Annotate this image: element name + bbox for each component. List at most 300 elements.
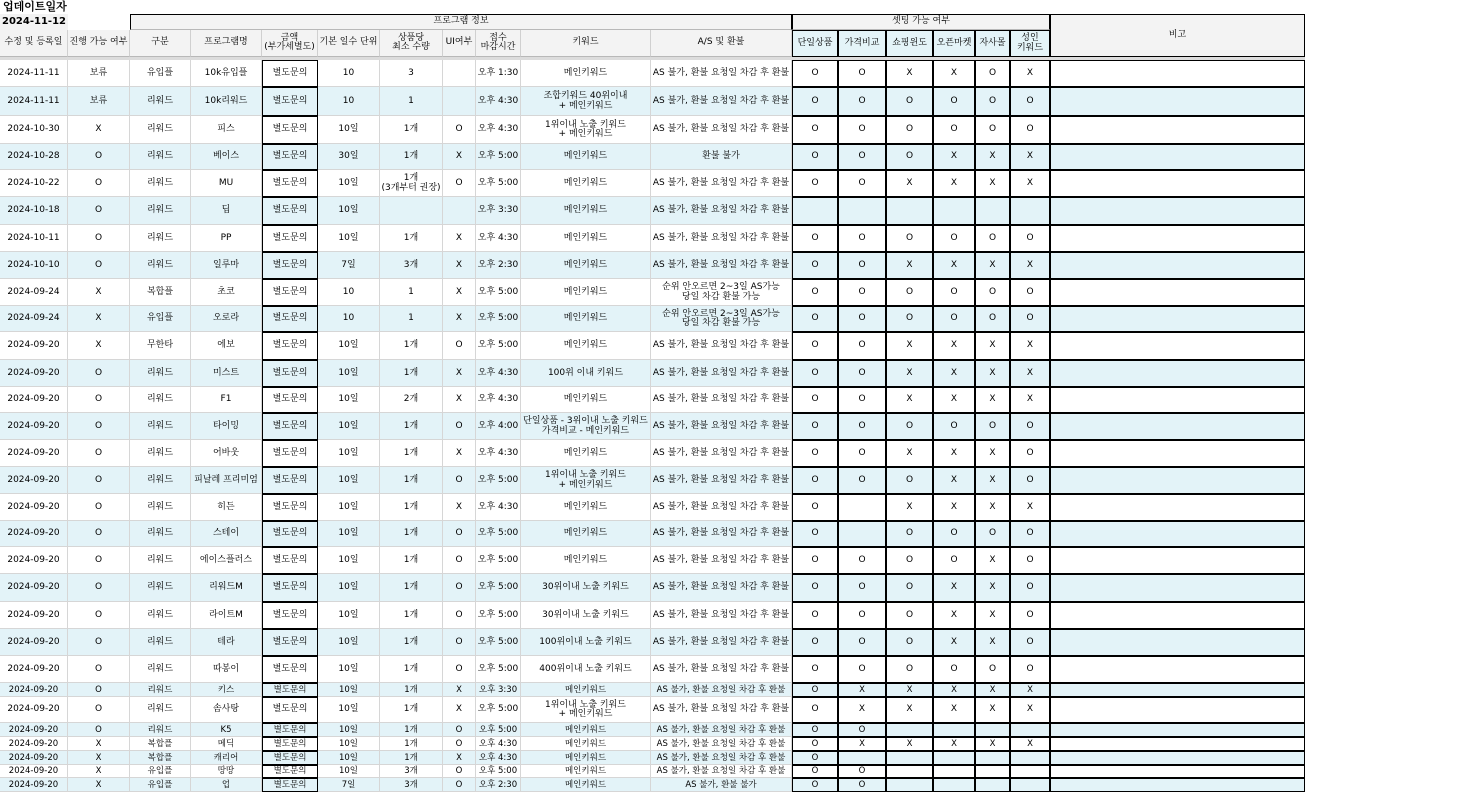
cell-remark[interactable] <box>1050 87 1305 116</box>
cell-category[interactable]: 리워드 <box>130 225 191 252</box>
cell-adult-keyword[interactable]: X <box>1010 332 1050 360</box>
cell-status[interactable]: O <box>68 574 130 602</box>
cell-shopping-window[interactable]: O <box>886 467 933 494</box>
cell-single[interactable]: O <box>792 440 838 467</box>
cell-category[interactable]: 리워드 <box>130 116 191 144</box>
cell-price-compare[interactable]: O <box>838 360 886 387</box>
cell-price-compare[interactable]: O <box>838 547 886 574</box>
cell-keyword[interactable]: 30위이내 노출 키워드 <box>521 602 651 629</box>
cell-ui[interactable]: O <box>443 765 476 778</box>
cell-as-refund[interactable]: 순위 안오르면 2~3일 AS가능 당일 차감 환불 가능 <box>651 279 792 306</box>
cell-open-market[interactable]: O <box>933 413 975 440</box>
cell-program[interactable]: 초코 <box>191 279 262 306</box>
cell-min-qty[interactable]: 2개 <box>380 387 443 413</box>
cell-status[interactable]: 보류 <box>68 87 130 116</box>
cell-as-refund[interactable]: AS 불가, 환불 요청일 차감 후 환불 <box>651 467 792 494</box>
cell-ui[interactable]: O <box>443 778 476 792</box>
cell-own-mall[interactable] <box>975 751 1010 765</box>
cell-remark[interactable] <box>1050 440 1305 467</box>
cell-keyword[interactable]: 1위이내 노출 키워드 + 메인키워드 <box>521 467 651 494</box>
cell-as-refund[interactable]: AS 불가, 환불 요청일 차감 후 환불 <box>651 116 792 144</box>
cell-adult-keyword[interactable]: X <box>1010 387 1050 413</box>
cell-price-compare[interactable]: O <box>838 467 886 494</box>
cell-category[interactable]: 리워드 <box>130 521 191 547</box>
cell-open-market[interactable]: O <box>933 521 975 547</box>
cell-as-refund[interactable]: AS 불가, 환불 요청일 차감 후 환불 <box>651 629 792 656</box>
column-header-min-qty[interactable]: 상품당 최소 수량 <box>380 30 443 57</box>
cell-category[interactable]: 리워드 <box>130 440 191 467</box>
cell-keyword[interactable]: 메인키워드 <box>521 440 651 467</box>
cell-as-refund[interactable]: AS 불가, 환불 요청일 차감 후 환불 <box>651 697 792 723</box>
cell-program[interactable]: 키스 <box>191 683 262 697</box>
cell-single[interactable]: O <box>792 521 838 547</box>
cell-price-compare[interactable]: O <box>838 170 886 197</box>
cell-shopping-window[interactable]: O <box>886 574 933 602</box>
cell-open-market[interactable] <box>933 765 975 778</box>
cell-adult-keyword[interactable]: X <box>1010 360 1050 387</box>
cell-shopping-window[interactable] <box>886 751 933 765</box>
cell-days[interactable]: 10일 <box>318 494 380 521</box>
cell-own-mall[interactable]: X <box>975 440 1010 467</box>
cell-open-market[interactable]: X <box>933 629 975 656</box>
cell-ui[interactable]: X <box>443 360 476 387</box>
cell-price[interactable]: 별도문의 <box>262 360 318 387</box>
cell-remark[interactable] <box>1050 413 1305 440</box>
cell-status[interactable]: X <box>68 279 130 306</box>
cell-date[interactable]: 2024-10-28 <box>0 144 68 170</box>
cell-as-refund[interactable]: AS 불가, 환불 요청일 차감 후 환불 <box>651 574 792 602</box>
cell-program[interactable]: 리워드M <box>191 574 262 602</box>
cell-adult-keyword[interactable]: O <box>1010 521 1050 547</box>
cell-status[interactable]: X <box>68 306 130 332</box>
cell-deadline[interactable]: 오후 5:00 <box>476 697 521 723</box>
cell-category[interactable]: 리워드 <box>130 494 191 521</box>
cell-status[interactable]: O <box>68 602 130 629</box>
cell-remark[interactable] <box>1050 723 1305 737</box>
cell-own-mall[interactable] <box>975 723 1010 737</box>
cell-price-compare[interactable]: O <box>838 60 886 87</box>
cell-price[interactable]: 별도문의 <box>262 279 318 306</box>
cell-deadline[interactable]: 오후 5:00 <box>476 765 521 778</box>
column-header-single[interactable]: 단일상품 <box>792 30 838 57</box>
cell-own-mall[interactable]: X <box>975 332 1010 360</box>
cell-deadline[interactable]: 오후 5:00 <box>476 521 521 547</box>
cell-own-mall[interactable]: X <box>975 360 1010 387</box>
cell-ui[interactable]: O <box>443 723 476 737</box>
cell-price-compare[interactable] <box>838 197 886 225</box>
cell-min-qty[interactable]: 1개 <box>380 723 443 737</box>
cell-price-compare[interactable]: O <box>838 144 886 170</box>
update-date[interactable]: 2024-11-12 <box>0 14 68 30</box>
cell-keyword[interactable]: 메인키워드 <box>521 751 651 765</box>
column-header-keyword[interactable]: 키워드 <box>521 30 651 57</box>
cell-price[interactable]: 별도문의 <box>262 60 318 87</box>
cell-days[interactable]: 7일 <box>318 252 380 279</box>
cell-date[interactable]: 2024-09-20 <box>0 683 68 697</box>
cell-open-market[interactable]: X <box>933 697 975 723</box>
cell-ui[interactable]: X <box>443 440 476 467</box>
cell-own-mall[interactable]: X <box>975 170 1010 197</box>
cell-as-refund[interactable]: AS 불가, 환불 불가 <box>651 778 792 792</box>
cell-price-compare[interactable]: O <box>838 723 886 737</box>
cell-price[interactable]: 별도문의 <box>262 602 318 629</box>
cell-as-refund[interactable]: AS 불가, 환불 요청일 차감 후 환불 <box>651 737 792 751</box>
cell-deadline[interactable]: 오후 4:30 <box>476 87 521 116</box>
cell-adult-keyword[interactable]: O <box>1010 225 1050 252</box>
cell-deadline[interactable]: 오후 5:00 <box>476 723 521 737</box>
cell-ui[interactable]: X <box>443 144 476 170</box>
cell-price[interactable]: 별도문의 <box>262 521 318 547</box>
cell-program[interactable]: 테라 <box>191 629 262 656</box>
cell-remark[interactable] <box>1050 765 1305 778</box>
cell-days[interactable]: 10일 <box>318 574 380 602</box>
cell-remark[interactable] <box>1050 778 1305 792</box>
cell-price[interactable]: 별도문의 <box>262 737 318 751</box>
cell-keyword[interactable]: 400위이내 노출 키워드 <box>521 656 651 683</box>
cell-days[interactable]: 10 <box>318 306 380 332</box>
cell-as-refund[interactable]: AS 불가, 환불 요청일 차감 후 환불 <box>651 683 792 697</box>
cell-open-market[interactable]: X <box>933 440 975 467</box>
cell-as-refund[interactable]: AS 불가, 환불 요청일 차감 후 환불 <box>651 656 792 683</box>
cell-single[interactable]: O <box>792 467 838 494</box>
cell-price-compare[interactable]: O <box>838 765 886 778</box>
cell-date[interactable]: 2024-11-11 <box>0 87 68 116</box>
cell-adult-keyword[interactable] <box>1010 778 1050 792</box>
cell-date[interactable]: 2024-09-20 <box>0 521 68 547</box>
cell-single[interactable]: O <box>792 494 838 521</box>
cell-keyword[interactable]: 메인키워드 <box>521 225 651 252</box>
cell-adult-keyword[interactable]: O <box>1010 602 1050 629</box>
cell-shopping-window[interactable]: X <box>886 60 933 87</box>
cell-open-market[interactable]: X <box>933 683 975 697</box>
cell-ui[interactable] <box>443 197 476 225</box>
cell-single[interactable] <box>792 197 838 225</box>
cell-status[interactable]: O <box>68 440 130 467</box>
cell-status[interactable]: O <box>68 521 130 547</box>
cell-program[interactable]: 업 <box>191 778 262 792</box>
cell-own-mall[interactable]: O <box>975 225 1010 252</box>
cell-status[interactable]: O <box>68 197 130 225</box>
cell-single[interactable]: O <box>792 360 838 387</box>
cell-adult-keyword[interactable] <box>1010 197 1050 225</box>
cell-ui[interactable]: O <box>443 574 476 602</box>
cell-price-compare[interactable]: O <box>838 225 886 252</box>
cell-own-mall[interactable]: X <box>975 144 1010 170</box>
cell-remark[interactable] <box>1050 144 1305 170</box>
cell-min-qty[interactable]: 1 <box>380 87 443 116</box>
cell-own-mall[interactable] <box>975 197 1010 225</box>
cell-open-market[interactable]: O <box>933 87 975 116</box>
cell-price[interactable]: 별도문의 <box>262 683 318 697</box>
column-header-shopping-window[interactable]: 쇼핑윈도 <box>886 30 933 57</box>
cell-min-qty[interactable]: 3개 <box>380 778 443 792</box>
cell-status[interactable]: O <box>68 494 130 521</box>
cell-status[interactable]: X <box>68 778 130 792</box>
cell-adult-keyword[interactable]: O <box>1010 440 1050 467</box>
cell-price[interactable]: 별도문의 <box>262 440 318 467</box>
cell-price[interactable]: 별도문의 <box>262 413 318 440</box>
cell-price[interactable]: 별도문의 <box>262 574 318 602</box>
cell-min-qty[interactable]: 1개 <box>380 656 443 683</box>
cell-days[interactable]: 10일 <box>318 197 380 225</box>
cell-price-compare[interactable]: O <box>838 656 886 683</box>
cell-open-market[interactable] <box>933 723 975 737</box>
cell-as-refund[interactable]: AS 불가, 환불 요청일 차감 후 환불 <box>651 723 792 737</box>
cell-price-compare[interactable]: O <box>838 87 886 116</box>
cell-shopping-window[interactable]: O <box>886 413 933 440</box>
cell-single[interactable]: O <box>792 751 838 765</box>
cell-keyword[interactable]: 메인키워드 <box>521 521 651 547</box>
cell-category[interactable]: 복합플 <box>130 751 191 765</box>
cell-date[interactable]: 2024-10-10 <box>0 252 68 279</box>
cell-single[interactable]: O <box>792 723 838 737</box>
cell-status[interactable]: O <box>68 413 130 440</box>
cell-date[interactable]: 2024-10-22 <box>0 170 68 197</box>
cell-open-market[interactable]: X <box>933 60 975 87</box>
cell-program[interactable]: 에이스플러스 <box>191 547 262 574</box>
sheet-title[interactable]: 업데이트일자 <box>3 0 67 13</box>
cell-single[interactable]: O <box>792 602 838 629</box>
cell-price-compare[interactable]: O <box>838 629 886 656</box>
cell-days[interactable]: 10일 <box>318 170 380 197</box>
cell-price[interactable]: 별도문의 <box>262 225 318 252</box>
cell-adult-keyword[interactable]: O <box>1010 656 1050 683</box>
cell-price-compare[interactable] <box>838 521 886 547</box>
cell-adult-keyword[interactable]: X <box>1010 494 1050 521</box>
cell-ui[interactable]: O <box>443 332 476 360</box>
cell-adult-keyword[interactable]: X <box>1010 170 1050 197</box>
cell-days[interactable]: 10일 <box>318 683 380 697</box>
cell-adult-keyword[interactable] <box>1010 751 1050 765</box>
column-header-status[interactable]: 진행 가능 여부 <box>68 30 130 57</box>
cell-shopping-window[interactable]: O <box>886 656 933 683</box>
cell-ui[interactable] <box>443 87 476 116</box>
cell-ui[interactable]: O <box>443 467 476 494</box>
cell-program[interactable]: 땅땅 <box>191 765 262 778</box>
cell-adult-keyword[interactable]: O <box>1010 547 1050 574</box>
cell-min-qty[interactable]: 1개 <box>380 697 443 723</box>
cell-min-qty[interactable]: 1개 <box>380 602 443 629</box>
cell-price[interactable]: 별도문의 <box>262 306 318 332</box>
cell-price[interactable]: 별도문의 <box>262 765 318 778</box>
cell-open-market[interactable]: O <box>933 306 975 332</box>
cell-deadline[interactable]: 오후 4:30 <box>476 751 521 765</box>
cell-keyword[interactable]: 단일상품 - 3위이내 노출 키워드 가격비교 - 메인키워드 <box>521 413 651 440</box>
column-header-program[interactable]: 프로그램명 <box>191 30 262 57</box>
cell-deadline[interactable]: 오후 2:30 <box>476 778 521 792</box>
cell-price[interactable]: 별도문의 <box>262 197 318 225</box>
cell-price-compare[interactable]: X <box>838 737 886 751</box>
cell-price[interactable]: 별도문의 <box>262 494 318 521</box>
cell-deadline[interactable]: 오후 5:00 <box>476 279 521 306</box>
cell-category[interactable]: 무한타 <box>130 332 191 360</box>
cell-program[interactable]: 피날레 프리미엄 <box>191 467 262 494</box>
cell-keyword[interactable]: 메인키워드 <box>521 60 651 87</box>
cell-adult-keyword[interactable] <box>1010 765 1050 778</box>
cell-shopping-window[interactable]: X <box>886 252 933 279</box>
cell-shopping-window[interactable]: X <box>886 494 933 521</box>
cell-shopping-window[interactable]: O <box>886 225 933 252</box>
cell-own-mall[interactable]: O <box>975 656 1010 683</box>
cell-remark[interactable] <box>1050 602 1305 629</box>
cell-deadline[interactable]: 오후 5:00 <box>476 332 521 360</box>
cell-status[interactable]: X <box>68 765 130 778</box>
cell-open-market[interactable]: X <box>933 170 975 197</box>
cell-price[interactable]: 별도문의 <box>262 656 318 683</box>
cell-single[interactable]: O <box>792 697 838 723</box>
cell-open-market[interactable]: X <box>933 387 975 413</box>
cell-keyword[interactable]: 메인키워드 <box>521 737 651 751</box>
column-header-as-refund[interactable]: A/S 및 환불 <box>651 30 792 57</box>
cell-own-mall[interactable]: X <box>975 683 1010 697</box>
cell-keyword[interactable]: 메인키워드 <box>521 306 651 332</box>
cell-remark[interactable] <box>1050 737 1305 751</box>
cell-ui[interactable]: O <box>443 656 476 683</box>
cell-as-refund[interactable]: AS 불가, 환불 요청일 차감 후 환불 <box>651 225 792 252</box>
cell-shopping-window[interactable]: O <box>886 87 933 116</box>
cell-date[interactable]: 2024-09-20 <box>0 778 68 792</box>
cell-deadline[interactable]: 오후 4:00 <box>476 413 521 440</box>
cell-program[interactable]: 일루마 <box>191 252 262 279</box>
cell-remark[interactable] <box>1050 656 1305 683</box>
cell-keyword[interactable]: 메인키워드 <box>521 252 651 279</box>
cell-status[interactable]: O <box>68 467 130 494</box>
cell-keyword[interactable]: 메인키워드 <box>521 683 651 697</box>
cell-ui[interactable] <box>443 60 476 87</box>
cell-shopping-window[interactable]: X <box>886 683 933 697</box>
cell-deadline[interactable]: 오후 4:30 <box>476 387 521 413</box>
cell-open-market[interactable] <box>933 197 975 225</box>
cell-single[interactable]: O <box>792 765 838 778</box>
cell-adult-keyword[interactable]: X <box>1010 60 1050 87</box>
cell-program[interactable]: 따봉이 <box>191 656 262 683</box>
cell-adult-keyword[interactable] <box>1010 723 1050 737</box>
cell-as-refund[interactable]: AS 불가, 환불 요청일 차감 후 환불 <box>651 765 792 778</box>
cell-remark[interactable] <box>1050 279 1305 306</box>
cell-open-market[interactable]: O <box>933 116 975 144</box>
cell-single[interactable]: O <box>792 387 838 413</box>
cell-category[interactable]: 리워드 <box>130 629 191 656</box>
cell-status[interactable]: O <box>68 360 130 387</box>
cell-date[interactable]: 2024-09-20 <box>0 440 68 467</box>
cell-date[interactable]: 2024-11-11 <box>0 60 68 87</box>
cell-category[interactable]: 리워드 <box>130 547 191 574</box>
cell-single[interactable]: O <box>792 656 838 683</box>
cell-date[interactable]: 2024-09-20 <box>0 467 68 494</box>
cell-min-qty[interactable]: 1개 <box>380 683 443 697</box>
cell-ui[interactable]: O <box>443 629 476 656</box>
cell-as-refund[interactable]: AS 불가, 환불 요청일 차감 후 환불 <box>651 440 792 467</box>
cell-single[interactable]: O <box>792 144 838 170</box>
cell-adult-keyword[interactable]: X <box>1010 252 1050 279</box>
cell-ui[interactable]: O <box>443 547 476 574</box>
cell-adult-keyword[interactable]: X <box>1010 697 1050 723</box>
cell-shopping-window[interactable]: O <box>886 306 933 332</box>
cell-shopping-window[interactable]: X <box>886 440 933 467</box>
cell-status[interactable]: O <box>68 170 130 197</box>
cell-adult-keyword[interactable]: O <box>1010 279 1050 306</box>
cell-as-refund[interactable]: AS 불가, 환불 요청일 차감 후 환불 <box>651 197 792 225</box>
cell-as-refund[interactable]: AS 불가, 환불 요청일 차감 후 환불 <box>651 547 792 574</box>
cell-price-compare[interactable]: O <box>838 387 886 413</box>
cell-remark[interactable] <box>1050 467 1305 494</box>
cell-program[interactable]: 10k리워드 <box>191 87 262 116</box>
cell-date[interactable]: 2024-09-20 <box>0 737 68 751</box>
cell-deadline[interactable]: 오후 5:00 <box>476 574 521 602</box>
cell-keyword[interactable]: 1위이내 노출 키워드 + 메인키워드 <box>521 116 651 144</box>
cell-price[interactable]: 별도문의 <box>262 547 318 574</box>
cell-open-market[interactable] <box>933 751 975 765</box>
cell-date[interactable]: 2024-09-24 <box>0 306 68 332</box>
cell-min-qty[interactable]: 3 <box>380 60 443 87</box>
cell-days[interactable]: 7일 <box>318 778 380 792</box>
cell-adult-keyword[interactable]: O <box>1010 306 1050 332</box>
cell-date[interactable]: 2024-09-20 <box>0 574 68 602</box>
cell-keyword[interactable]: 100위 이내 키워드 <box>521 360 651 387</box>
cell-as-refund[interactable]: 순위 안오르면 2~3일 AS가능 당일 차감 환불 가능 <box>651 306 792 332</box>
cell-date[interactable]: 2024-10-30 <box>0 116 68 144</box>
cell-ui[interactable]: O <box>443 116 476 144</box>
cell-min-qty[interactable]: 3개 <box>380 765 443 778</box>
cell-single[interactable]: O <box>792 306 838 332</box>
cell-program[interactable]: 캐리어 <box>191 751 262 765</box>
cell-shopping-window[interactable] <box>886 197 933 225</box>
cell-own-mall[interactable]: X <box>975 697 1010 723</box>
cell-program[interactable]: K5 <box>191 723 262 737</box>
cell-date[interactable]: 2024-09-24 <box>0 279 68 306</box>
cell-category[interactable]: 리워드 <box>130 144 191 170</box>
cell-as-refund[interactable]: AS 불가, 환불 요청일 차감 후 환불 <box>651 521 792 547</box>
cell-category[interactable]: 리워드 <box>130 413 191 440</box>
cell-date[interactable]: 2024-09-20 <box>0 413 68 440</box>
cell-as-refund[interactable]: AS 불가, 환불 요청일 차감 후 환불 <box>651 332 792 360</box>
cell-single[interactable]: O <box>792 683 838 697</box>
cell-remark[interactable] <box>1050 683 1305 697</box>
cell-own-mall[interactable]: O <box>975 306 1010 332</box>
cell-status[interactable]: X <box>68 116 130 144</box>
cell-deadline[interactable]: 오후 5:00 <box>476 467 521 494</box>
cell-category[interactable]: 복합플 <box>130 279 191 306</box>
cell-as-refund[interactable]: AS 불가, 환불 요청일 차감 후 환불 <box>651 60 792 87</box>
cell-category[interactable]: 리워드 <box>130 683 191 697</box>
cell-adult-keyword[interactable]: O <box>1010 467 1050 494</box>
cell-min-qty[interactable] <box>380 197 443 225</box>
cell-as-refund[interactable]: AS 불가, 환불 요청일 차감 후 환불 <box>651 387 792 413</box>
column-header-price-compare[interactable]: 가격비교 <box>838 30 886 57</box>
cell-deadline[interactable]: 오후 5:00 <box>476 629 521 656</box>
cell-status[interactable]: O <box>68 547 130 574</box>
cell-price[interactable]: 별도문의 <box>262 467 318 494</box>
cell-own-mall[interactable]: X <box>975 574 1010 602</box>
cell-min-qty[interactable]: 1개 <box>380 413 443 440</box>
cell-keyword[interactable]: 메인키워드 <box>521 279 651 306</box>
cell-deadline[interactable]: 오후 5:00 <box>476 144 521 170</box>
cell-ui[interactable]: O <box>443 737 476 751</box>
cell-single[interactable]: O <box>792 413 838 440</box>
cell-date[interactable]: 2024-09-20 <box>0 723 68 737</box>
cell-remark[interactable] <box>1050 252 1305 279</box>
cell-keyword[interactable]: 메인키워드 <box>521 197 651 225</box>
cell-program[interactable]: 스테이 <box>191 521 262 547</box>
cell-days[interactable]: 10일 <box>318 440 380 467</box>
cell-days[interactable]: 10 <box>318 279 380 306</box>
cell-days[interactable]: 10일 <box>318 360 380 387</box>
cell-min-qty[interactable]: 1개 <box>380 751 443 765</box>
cell-open-market[interactable]: X <box>933 602 975 629</box>
cell-as-refund[interactable]: 환불 불가 <box>651 144 792 170</box>
cell-own-mall[interactable]: O <box>975 413 1010 440</box>
cell-status[interactable]: 보류 <box>68 60 130 87</box>
